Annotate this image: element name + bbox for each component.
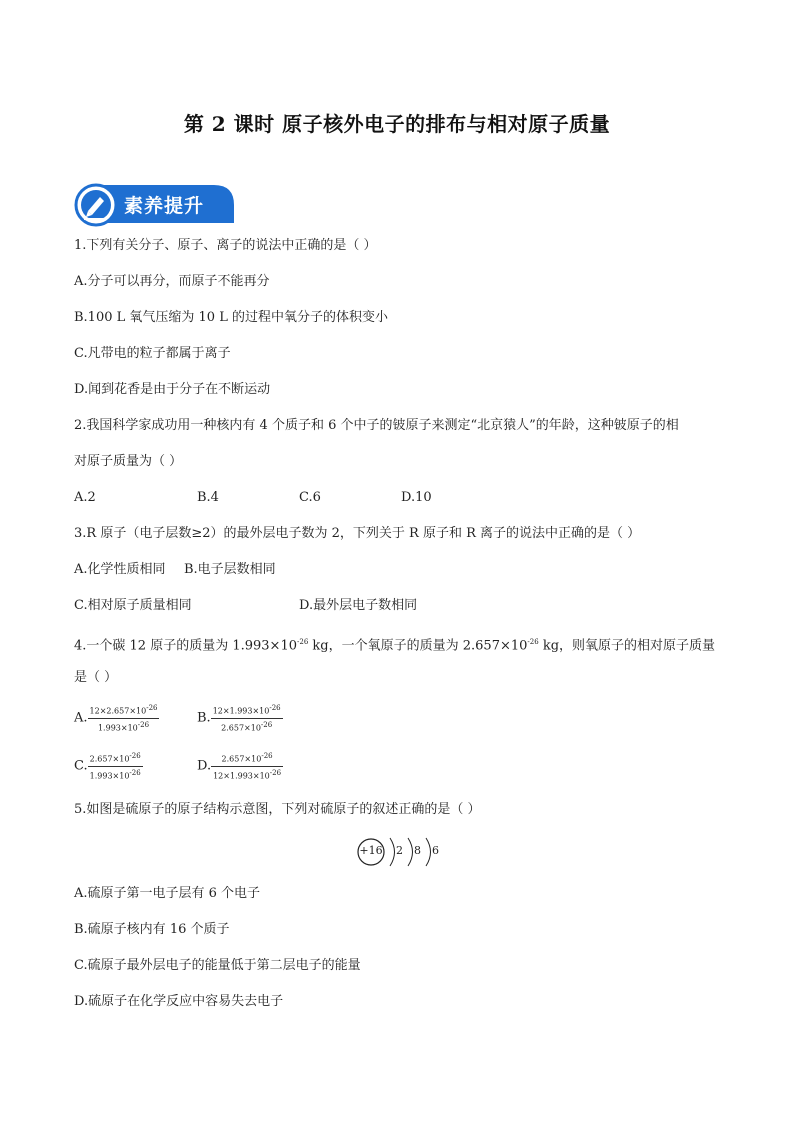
q1-stem: 1.下列有关分子、原子、离子的说法中正确的是（ ） — [74, 238, 377, 253]
q5-option-b: B.硫原子核内有 16 个质子 — [74, 922, 230, 937]
numerator: 2.657×10 — [221, 754, 262, 764]
q1-option-d: D.闻到花香是由于分子在不断运动 — [74, 382, 271, 397]
option-label: C. — [74, 758, 88, 774]
exponent: -26 — [261, 752, 273, 760]
q3-option-b: B.电子层数相同 — [184, 562, 276, 577]
fraction — [211, 703, 283, 733]
q4-option-c — [74, 751, 143, 781]
numerator: 12×2.657×10 — [89, 706, 147, 716]
denominator: 1.993×10 — [89, 771, 130, 781]
q3-option-a: A.化学性质相同 — [74, 562, 166, 577]
exponent: -26 — [269, 704, 281, 712]
exponent: -26 — [137, 720, 150, 729]
exponent: -26 — [129, 768, 141, 777]
q4-stem-line2: 是（ ） — [74, 670, 118, 685]
q3-option-c: C.相对原子质量相同 — [74, 598, 192, 613]
option-label: D. — [197, 758, 212, 774]
exponent: -26 — [269, 768, 282, 777]
q1-option-a: A.分子可以再分，而原子不能再分 — [74, 274, 270, 289]
q4-option-b — [197, 703, 283, 733]
q2-stem-line2: 对原子质量为（ ） — [74, 454, 183, 469]
exponent: -26 — [297, 638, 309, 646]
q4-stem-part3: kg，则氧原子的相对原子质量 — [538, 638, 716, 654]
q3-option-d: D.最外层电子数相同 — [299, 598, 418, 613]
q5-option-a: A.硫原子第一电子层有 6 个电子 — [74, 886, 261, 901]
fraction — [88, 703, 160, 733]
denominator: 12×1.993×10 — [213, 771, 270, 781]
q5-stem: 5.如图是硫原子的原子结构示意图，下列对硫原子的叙述正确的是（ ） — [74, 802, 481, 817]
q4-stem-part1: 4.一个碳 12 原子的质量为 1.993×10 — [74, 638, 297, 654]
exponent: -26 — [527, 638, 539, 646]
denominator: 2.657×10 — [221, 723, 261, 733]
exponent: -26 — [129, 752, 141, 760]
numerator: 2.657×10 — [89, 754, 130, 764]
fraction — [211, 751, 283, 781]
exponent: -26 — [146, 704, 158, 712]
q4-stem-part2: kg，一个氧原子的质量为 2.657×10 — [308, 638, 528, 654]
q2-option-d: D.10 — [401, 490, 432, 505]
shell-1-electrons: 2 — [396, 844, 403, 857]
sulfur-atom-structure-diagram — [355, 832, 447, 872]
denominator: 1.993×10 — [97, 723, 138, 733]
q1-option-c: C.凡带电的粒子都属于离子 — [74, 346, 231, 361]
option-label: B. — [197, 710, 211, 726]
exponent: -26 — [260, 720, 273, 729]
shell-2-electrons: 8 — [414, 844, 421, 857]
q4-stem-line1 — [74, 633, 715, 655]
q5-option-d: D.硫原子在化学反应中容易失去电子 — [74, 994, 284, 1009]
q2-option-a: A.2 — [74, 490, 96, 505]
section-banner — [74, 181, 236, 227]
q3-stem: 3.R 原子（电子层数≥2）的最外层电子数为 2，下列关于 R 原子和 R 离子的说法中正确的是（ ） — [74, 526, 641, 541]
shell-3-electrons: 6 — [432, 844, 439, 857]
q2-stem-line1: 2.我国科学家成功用一种核内有 4 个质子和 6 个中子的铍原子来测定“北京猿人”的年龄，这种铍原子的相 — [74, 418, 679, 433]
banner-label: 素养提升 — [124, 195, 205, 217]
page-title: 第 2 课时 原子核外电子的排布与相对原子质量 — [183, 112, 611, 136]
q2-option-b: B.4 — [197, 490, 219, 505]
q5-option-c: C.硫原子最外层电子的能量低于第二层电子的能量 — [74, 958, 361, 973]
q4-option-d — [197, 751, 283, 781]
q2-option-c: C.6 — [299, 490, 321, 505]
q1-option-b: B.100 L 氧气压缩为 10 L 的过程中氧分子的体积变小 — [74, 310, 388, 325]
option-label: A. — [74, 710, 88, 726]
fraction — [88, 751, 143, 781]
numerator: 12×1.993×10 — [212, 706, 270, 716]
q4-option-a — [74, 703, 159, 733]
nucleus-charge: +16 — [359, 844, 383, 857]
